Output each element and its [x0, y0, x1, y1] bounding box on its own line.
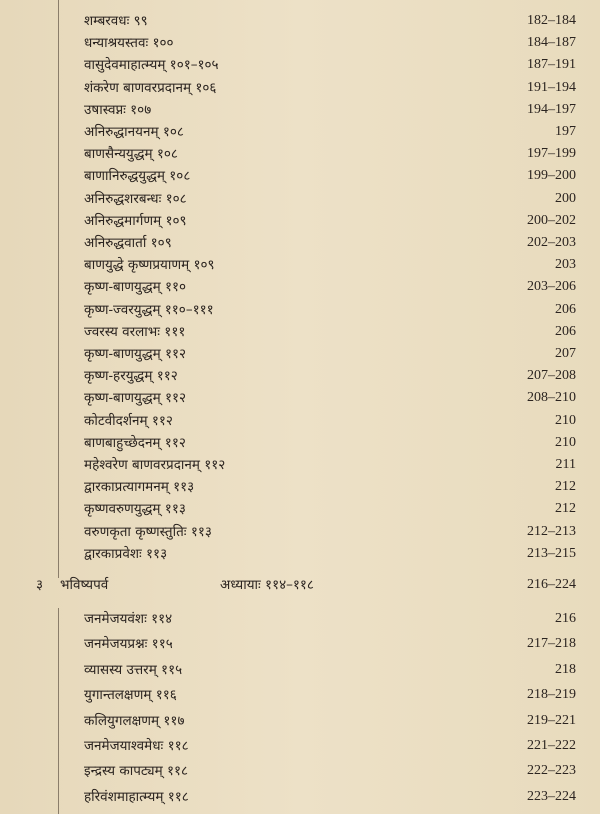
toc-entry-pages: 200–202: [527, 212, 576, 228]
toc-entry-pages: 202–203: [527, 235, 576, 250]
toc-entry-pages: 212–213: [527, 523, 576, 539]
toc-entry-title: ज्वरस्य वरलाभः १११: [84, 323, 186, 340]
toc-entry-pages: 182–184: [527, 13, 576, 28]
toc-entry-pages: 203: [555, 257, 576, 273]
toc-entry-row: [0, 321, 600, 343]
toc-entry-title: शम्बरवधः ९९: [84, 13, 148, 29]
toc-entry-pages: 218–219: [527, 687, 576, 703]
toc-entry-pages: 208–210: [527, 390, 576, 406]
toc-entry-title: शंकरेण बाणवरप्रदानम् १०६: [84, 79, 217, 96]
toc-entry-title: जनमेजयाश्वमेधः ११८: [84, 738, 189, 754]
toc-entry-row: [0, 684, 600, 706]
toc-entry-pages: 207–208: [527, 368, 576, 384]
toc-entry-row: [0, 299, 600, 321]
toc-entry-title: बाणयुद्धे कृष्णप्रयाणम् १०९: [84, 257, 215, 274]
toc-entry-title: अनिरुद्धानयनम् १०८: [84, 124, 184, 140]
toc-entry-title: बाणबाहुच्छेदनम् ११२: [84, 434, 186, 451]
toc-entry-pages: 199–200: [527, 168, 576, 184]
toc-entry-pages: 187–191: [527, 57, 576, 73]
toc-entry-title: अनिरुद्धमार्गणम् १०९: [84, 212, 187, 229]
toc-entry-row: [0, 432, 600, 454]
toc-entry-pages: 184–187: [527, 35, 576, 51]
toc-entry-row: [0, 32, 600, 54]
toc-entry-row: [0, 710, 600, 732]
toc-entry-title: व्यासस्य उत्तरम् ११५: [84, 661, 183, 678]
toc-entry-title: जनमेजयवंशः ११४: [84, 611, 173, 627]
toc-entry-title: अनिरुद्धशरबन्धः १०८: [84, 190, 187, 207]
toc-entry-title: कृष्ण-बाणयुद्धम् ११०: [84, 279, 187, 296]
toc-entry-title: कृष्ण-हरयुद्धम् ११२: [84, 368, 178, 385]
section-adhyaya-range: अध्यायाः ११४–११८: [220, 577, 314, 593]
toc-entry-pages: 194–197: [527, 101, 576, 117]
toc-entry-pages: 197–199: [527, 146, 576, 162]
toc-entry-pages: 211: [555, 457, 576, 472]
toc-entry-title: वरुणकृता कृष्णस्तुतिः ११३: [84, 523, 212, 540]
toc-entry-row: [0, 633, 600, 655]
toc-entry-title: वासुदेवमाहात्म्यम् १०१–१०५: [84, 57, 219, 74]
toc-entry-row: [0, 786, 600, 808]
toc-entry-pages: 210: [555, 412, 576, 428]
toc-entry-pages: 203–206: [527, 279, 576, 295]
toc-entry-pages: 222–223: [527, 763, 576, 779]
toc-entry-title: द्वारकाप्रवेशः ११३: [84, 545, 168, 562]
toc-entry-title: धन्याश्रयस्तवः १००: [84, 35, 174, 52]
toc-entry-pages: 206: [555, 323, 576, 339]
toc-entry-pages: 219–221: [527, 712, 576, 728]
toc-entry-row: [0, 476, 600, 498]
toc-entry-row: [0, 343, 600, 365]
section-pages: 216–224: [527, 577, 576, 592]
toc-entry-row: [0, 498, 600, 520]
toc-entry-row: [0, 543, 600, 565]
toc-entry-row: [0, 521, 600, 543]
toc-entry-row: [0, 608, 600, 630]
toc-entry-row: [0, 121, 600, 143]
toc-entry-title: कृष्ण-बाणयुद्धम् ११२: [84, 390, 187, 407]
toc-entry-row: [0, 387, 600, 409]
toc-entry-row: [0, 659, 600, 681]
toc-entry-pages: 223–224: [527, 788, 576, 804]
toc-entry-title: हरिवंशमाहात्म्यम् ११८: [84, 788, 189, 805]
toc-entry-title: द्वारकाप्रत्यागमनम् ११३: [84, 479, 195, 496]
toc-entry-row: [0, 276, 600, 298]
toc-entry-row: [0, 143, 600, 165]
toc-entry-title: कृष्णवरुणयुद्धम् ११३: [84, 501, 186, 518]
toc-entry-row: [0, 254, 600, 276]
toc-entry-row: [0, 365, 600, 387]
toc-entry-pages: 197: [555, 124, 576, 139]
toc-entry-pages: 212: [555, 501, 576, 517]
toc-entry-pages: 216: [555, 611, 576, 626]
toc-entry-pages: 200: [555, 190, 576, 206]
section-number: ३: [36, 577, 44, 593]
toc-entry-row: [0, 99, 600, 121]
toc-entry-title: इन्द्रस्य कापट्यम् ११८: [84, 763, 189, 780]
toc-entry-row: [0, 454, 600, 476]
toc-entry-row: [0, 735, 600, 757]
toc-entry-row: [0, 210, 600, 232]
toc-entry-pages: 191–194: [527, 79, 576, 95]
toc-entry-row: [0, 232, 600, 254]
toc-entry-pages: 210: [555, 434, 576, 450]
toc-entry-pages: 206: [555, 301, 576, 317]
toc-entry-title: बाणानिरुद्धयुद्धम् १०८: [84, 168, 191, 185]
toc-entry-title: कृष्ण-ज्वरयुद्धम् ११०–१११: [84, 301, 214, 318]
toc-entry-title: उषास्वप्नः १०७: [84, 101, 152, 118]
toc-entry-pages: 217–218: [527, 636, 576, 652]
toc-entry-title: कृष्ण-बाणयुद्धम् ११२: [84, 346, 187, 362]
section-heading-row: [0, 574, 600, 596]
toc-entry-pages: 207: [555, 346, 576, 361]
toc-entry-pages: 218: [555, 661, 576, 677]
toc-entry-title: युगान्तलक्षणम् ११६: [84, 687, 177, 704]
toc-entry-row: [0, 165, 600, 187]
toc-entry-title: अनिरुद्धवार्ता १०९: [84, 235, 172, 251]
section-title: भविष्यपर्व: [60, 577, 109, 593]
toc-entry-row: [0, 410, 600, 432]
toc-entry-title: बाणसैन्ययुद्धम् १०८: [84, 146, 178, 163]
toc-entry-row: [0, 760, 600, 782]
toc-entry-title: कलियुगलक्षणम् ११७: [84, 712, 185, 729]
toc-entry-pages: 221–222: [527, 738, 576, 753]
toc-entry-row: [0, 77, 600, 99]
toc-entry-title: जनमेजयप्रश्नः ११५: [84, 636, 173, 653]
toc-entry-pages: 213–215: [527, 545, 576, 561]
toc-entry-pages: 212: [555, 479, 576, 495]
toc-entry-row: [0, 54, 600, 76]
toc-entry-title: महेश्वरेण बाणवरप्रदानम् ११२: [84, 457, 226, 473]
toc-entry-row: [0, 10, 600, 32]
toc-entry-row: [0, 188, 600, 210]
toc-entry-title: कोटवीदर्शनम् ११२: [84, 412, 173, 429]
